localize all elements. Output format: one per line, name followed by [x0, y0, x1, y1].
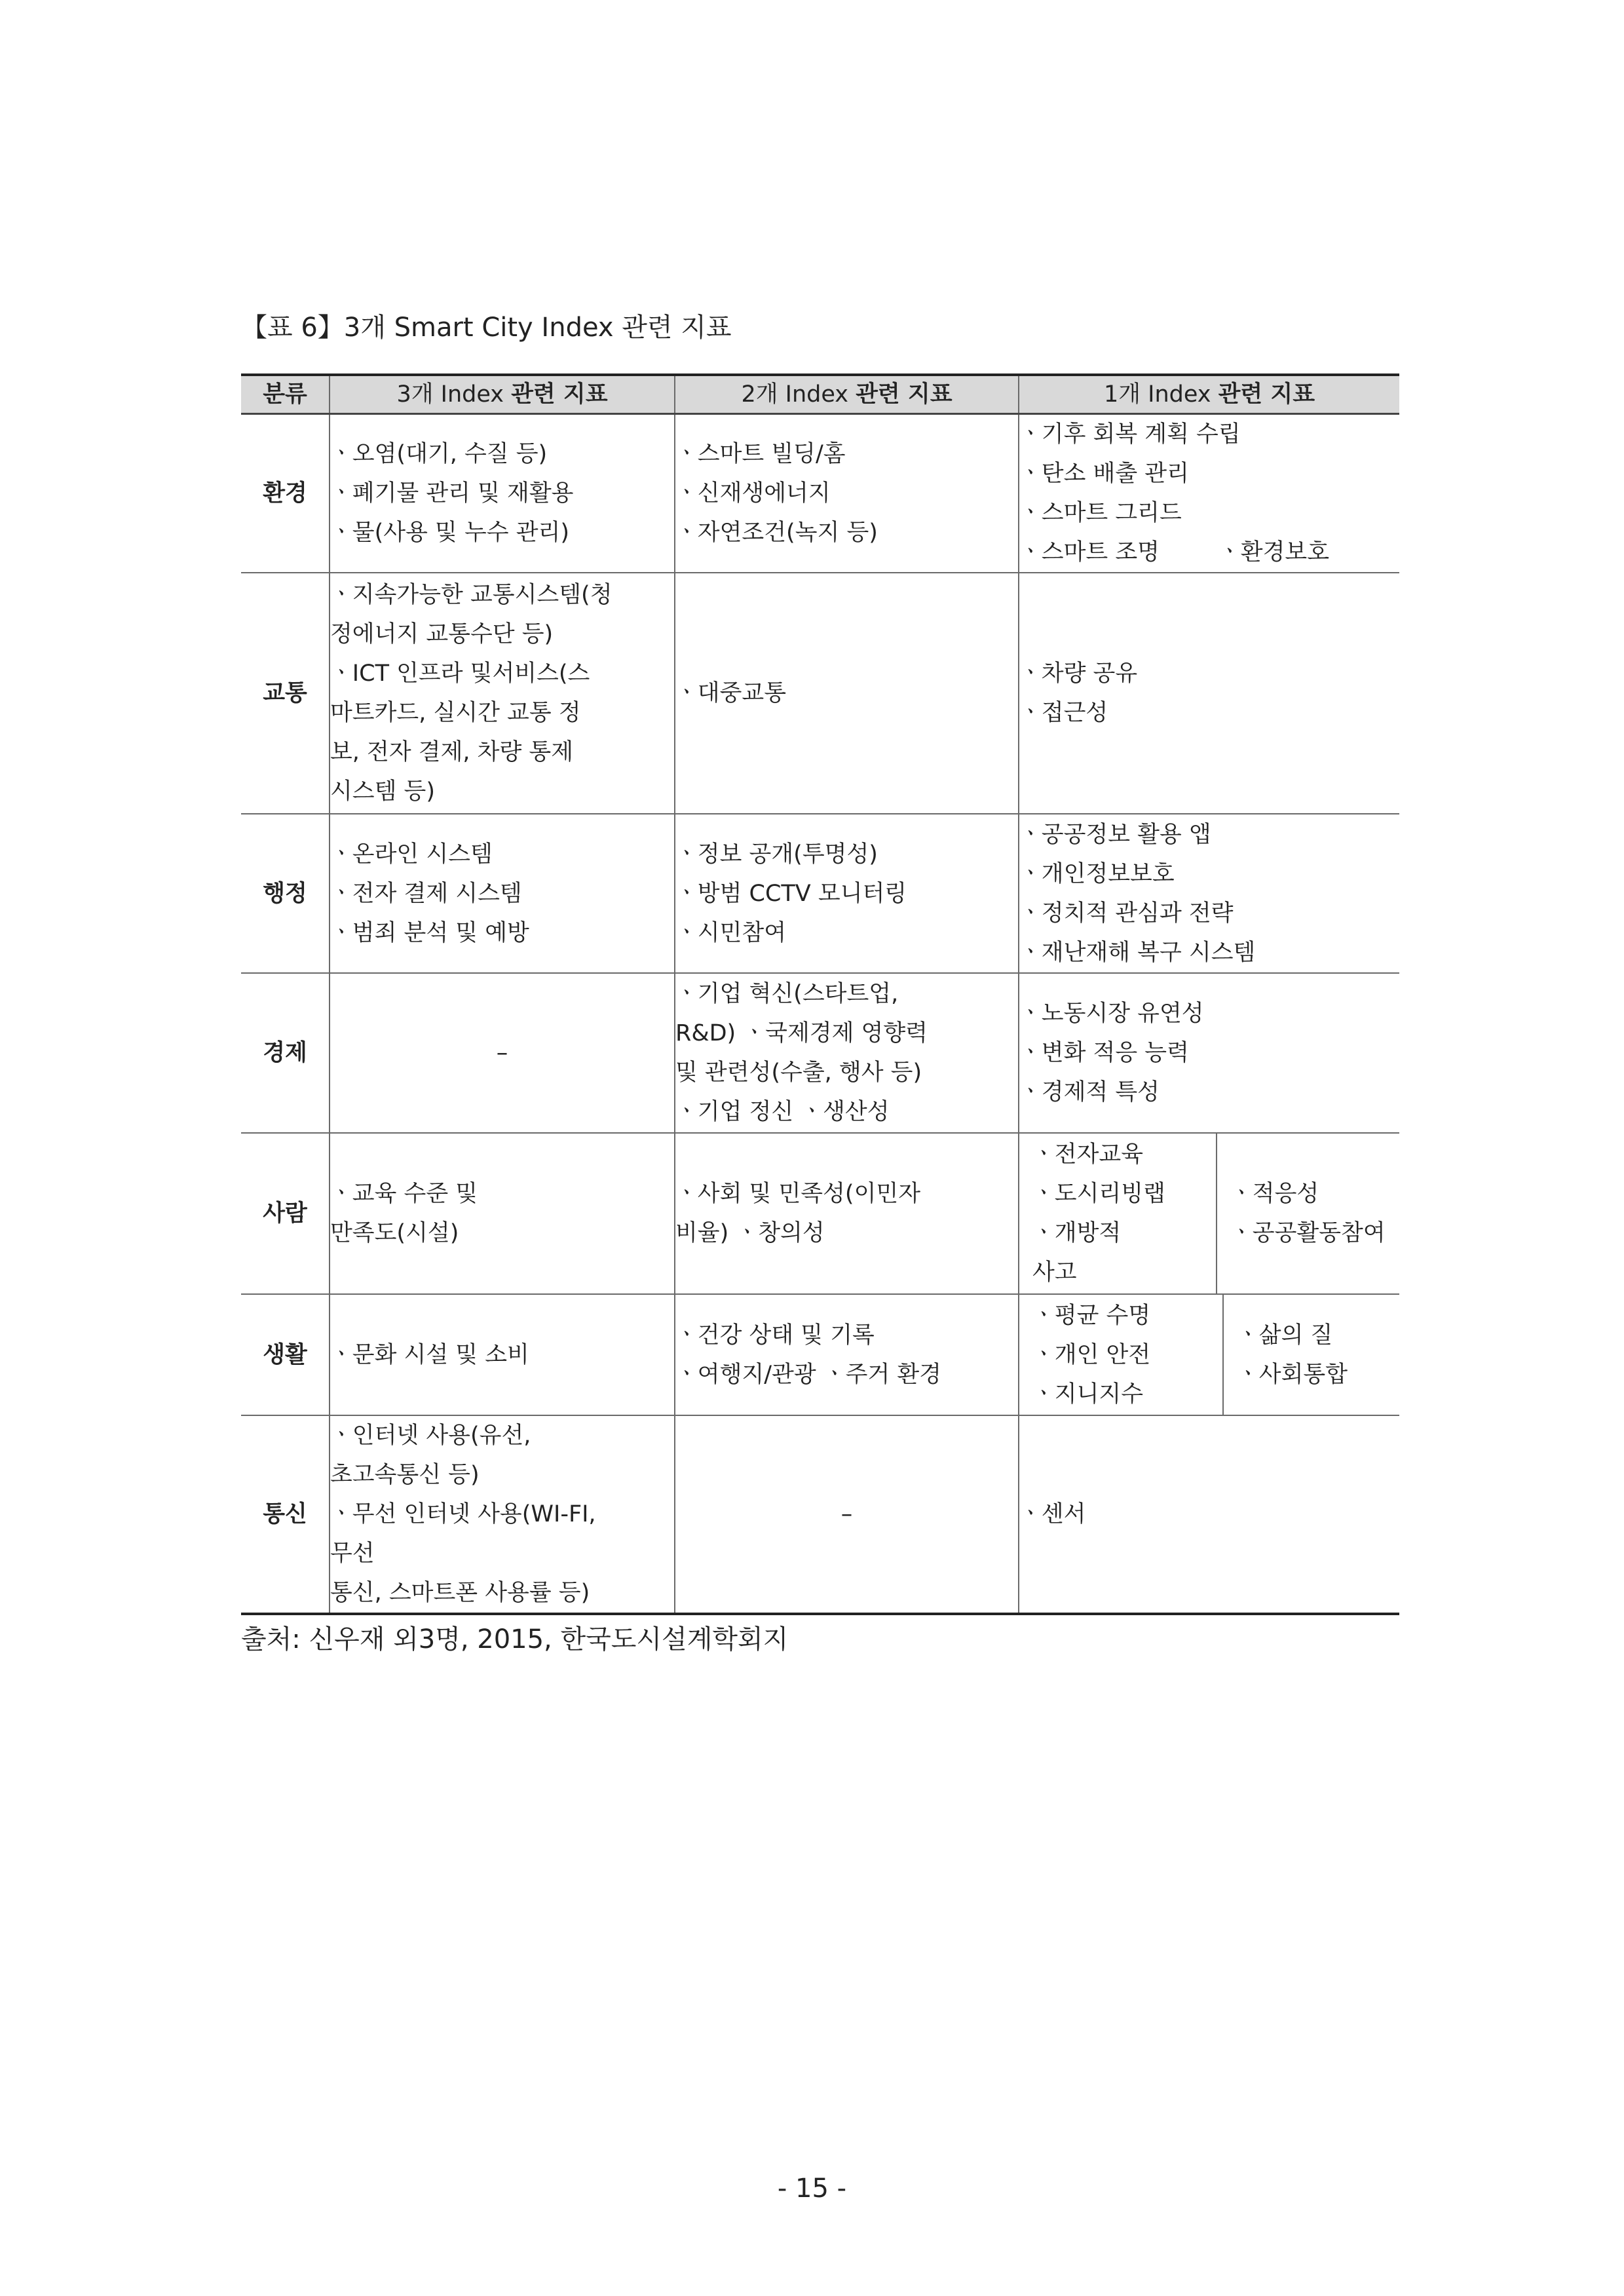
index1-cell: ㆍ센서 [1019, 1415, 1399, 1614]
table-caption: 【표 6】3개 Smart City Index 관련 지표 [241, 313, 732, 343]
index2-cell: ㆍ스마트 빌딩/홈 ㆍ신재생에너지 ㆍ자연조건(녹지 등) [675, 414, 1019, 573]
table-row [241, 1294, 1399, 1415]
index3-cell: ㆍ오염(대기, 수질 등) ㆍ폐기물 관리 및 재활용 ㆍ물(사용 및 누수 관리) [330, 414, 675, 573]
category-cell: 교통 [241, 573, 330, 814]
index1-cell: ㆍ공공정보 활용 앱 ㆍ개인정보보호 ㆍ정치적 관심과 전략 ㆍ재난재해 복구 시스템 [1019, 814, 1399, 973]
table-row [241, 814, 1399, 973]
index3-cell: – [330, 973, 675, 1133]
category-cell: 환경 [241, 414, 330, 573]
index3-cell: ㆍ문화 시설 및 소비 [330, 1294, 675, 1415]
table-header-row [241, 375, 1399, 414]
index1-subcell: ㆍ적응성 ㆍ공공활동참여 [1216, 1134, 1399, 1293]
category-cell: 사람 [241, 1133, 330, 1294]
index1-subcell: ㆍ삶의 질 ㆍ사회통합 [1222, 1295, 1399, 1415]
index2-cell: ㆍ사회 및 민족성(이민자 비율) ㆍ창의성 [675, 1133, 1019, 1294]
index2-cell: ㆍ건강 상태 및 기록 ㆍ여행지/관광 ㆍ주거 환경 [675, 1294, 1019, 1415]
index2-cell: ㆍ대중교통 [675, 573, 1019, 814]
table-row [241, 414, 1399, 573]
category-cell: 경제 [241, 973, 330, 1133]
header-index3: 3개 Index 관련 지표 [330, 375, 675, 414]
index3-cell: ㆍ인터넷 사용(유선, 초고속통신 등) ㆍ무선 인터넷 사용(WI-FI, 무선 통신, 스마트폰 사용률 등) [330, 1415, 675, 1614]
header-index2: 2개 Index 관련 지표 [675, 375, 1019, 414]
category-cell: 생활 [241, 1294, 330, 1415]
index3-cell: ㆍ교육 수준 및 만족도(시설) [330, 1133, 675, 1294]
table-row [241, 573, 1399, 814]
index2-cell: ㆍ정보 공개(투명성) ㆍ방범 CCTV 모니터링 ㆍ시민참여 [675, 814, 1019, 973]
index3-cell: ㆍ온라인 시스템 ㆍ전자 결제 시스템 ㆍ범죄 분석 및 예방 [330, 814, 675, 973]
source-note: 출처: 신우재 외3명, 2015, 한국도시설계학회지 [241, 1624, 789, 1655]
category-cell: 행정 [241, 814, 330, 973]
index1-cell: ㆍ평균 수명 ㆍ개인 안전 ㆍ지니지수 ㆍ삶의 질 ㆍ사회통합 [1019, 1294, 1399, 1415]
index1-cell: ㆍ차량 공유 ㆍ접근성 [1019, 573, 1399, 814]
table-row [241, 1133, 1399, 1294]
index1-cell: ㆍ노동시장 유연성 ㆍ변화 적응 능력 ㆍ경제적 특성 [1019, 973, 1399, 1133]
index3-cell: ㆍ지속가능한 교통시스템(청 정에너지 교통수단 등) ㆍICT 인프라 및서비스(스 마트카드, 실시간 교통 정 보, 전자 결제, 차량 통제 시스템 등) [330, 573, 675, 814]
header-index1: 1개 Index 관련 지표 [1019, 375, 1399, 414]
header-category: 분류 [241, 375, 330, 414]
index1-cell: ㆍ전자교육 ㆍ도시리빙랩 ㆍ개방적 사고 ㆍ적응성 ㆍ공공활동참여 [1019, 1133, 1399, 1294]
index1-cell: ㆍ기후 회복 계획 수립 ㆍ탄소 배출 관리 ㆍ스마트 그리드 ㆍ스마트 조명 ㆍ환경보호 [1019, 414, 1399, 573]
category-cell: 통신 [241, 1415, 330, 1614]
smart-city-index-table [241, 373, 1399, 1615]
table-row [241, 973, 1399, 1133]
page-number: - 15 - [777, 2173, 847, 2204]
index2-cell: – [675, 1415, 1019, 1614]
table-row [241, 1415, 1399, 1614]
index2-cell: ㆍ기업 혁신(스타트업, R&D) ㆍ국제경제 영향력 및 관련성(수출, 행사 등) ㆍ기업 정신 ㆍ생산성 [675, 973, 1019, 1133]
